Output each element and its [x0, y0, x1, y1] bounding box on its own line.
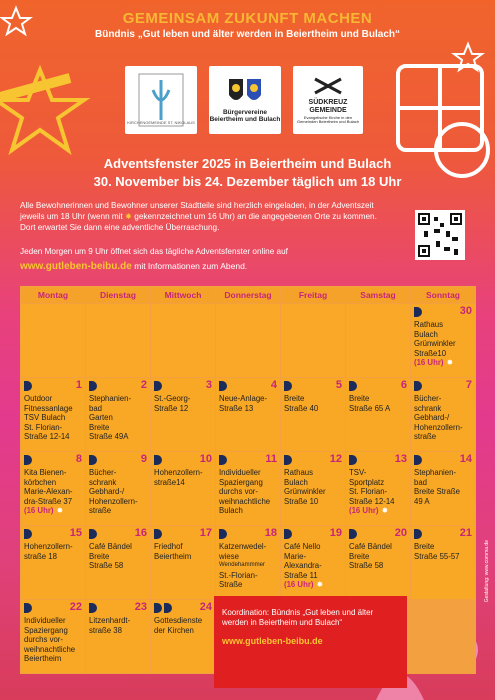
location-text: [349, 394, 407, 413]
moon-icon: [284, 529, 292, 539]
location-text: [284, 542, 342, 590]
moon-icon: [414, 307, 422, 317]
location-line: Beiertheim: [24, 654, 62, 663]
sun-icon: ✸: [125, 212, 132, 221]
moon-icon: [284, 455, 292, 465]
design-credit: Gestaltung: www.comma.de: [484, 540, 490, 603]
location-text: [154, 394, 212, 413]
day-number: 20: [394, 527, 407, 539]
page-title: GEMEINSAM ZUKUNFT MACHEN: [122, 10, 373, 27]
location-line: Stephanien-: [414, 468, 457, 477]
day-number: 2: [140, 379, 147, 391]
location-line: Café Bändel: [349, 542, 392, 551]
coordination-text: Koordination: Bündnis „Gut leben und älter werden in Beiertheim und Bulach“: [222, 608, 374, 627]
suedkreuz-logo: [293, 66, 363, 134]
calendar-empty-cell: [216, 304, 280, 377]
location-text: [24, 394, 82, 442]
time-note: [414, 358, 472, 368]
day-number: 3: [205, 379, 212, 391]
sun-icon: ✸: [381, 506, 389, 515]
calendar-day-19: [281, 526, 345, 599]
time-label: (16 Uhr): [414, 358, 444, 367]
location-line: Straße 65 A: [349, 403, 391, 413]
location-line: der Kirchen: [154, 625, 194, 635]
website-suffix: mit Informationen zum Abend.: [134, 261, 248, 271]
location-text: [219, 468, 277, 516]
calendar-empty-cell: [86, 304, 150, 377]
moon-icon: [219, 455, 227, 465]
location-line: Stephanien-: [89, 394, 132, 403]
location-text: [154, 616, 212, 635]
location-text: [89, 542, 147, 571]
location-line: Marie-: [284, 551, 307, 561]
moon-icon: [164, 603, 172, 613]
time-label: (16 Uhr): [284, 580, 314, 589]
location-line: Hohenzollern-: [24, 542, 73, 551]
location-text: [89, 394, 147, 442]
location-line: Straße 11: [284, 570, 318, 580]
location-line: Alexandra-: [284, 561, 322, 570]
qr-code-icon: [418, 213, 462, 257]
location-line: Kita Bienen-: [24, 468, 67, 477]
location-line: Rathaus: [284, 468, 314, 477]
day-number: 9: [140, 453, 147, 465]
location-line: St. Florian-: [24, 422, 63, 432]
location-text: [89, 468, 147, 516]
moon-icon: [89, 455, 97, 465]
moon-icon: [89, 381, 97, 391]
weekday-header: Donnerstag: [216, 287, 280, 303]
moon-icon: [414, 529, 422, 539]
location-line: Fitnessanlage: [24, 403, 73, 413]
calendar-day-14: [411, 452, 475, 525]
location-line: körbchen: [24, 477, 57, 487]
calendar-day-11: [216, 452, 280, 525]
church-logo-icon: [127, 70, 195, 130]
day-number: 16: [134, 527, 147, 539]
location-line: Straße 40: [284, 403, 319, 413]
location-text: [154, 542, 212, 561]
buergerverein-name: Bürgervereine Beiertheim und Bulach: [209, 108, 281, 123]
location-line: St.-Georg-: [154, 394, 191, 403]
day-number: 7: [465, 379, 472, 391]
location-line: Straße 55-57: [414, 551, 460, 561]
day-number: 12: [329, 453, 342, 465]
location-line: Gottesdienste: [154, 616, 203, 625]
header: [0, 10, 495, 40]
location-line: Friedhof: [154, 542, 183, 551]
suedkreuz-name: SÜDKREUZ GEMEINDE: [308, 99, 348, 114]
day-number: 6: [400, 379, 407, 391]
moon-icon: [24, 381, 32, 391]
location-line: Litzenhardt-: [89, 616, 131, 625]
location-line: Breite: [284, 394, 305, 403]
moon-icon: [349, 455, 357, 465]
location-line: Beiertheim: [154, 551, 192, 561]
calendar-day-5: [281, 378, 345, 451]
calendar-day-9: [86, 452, 150, 525]
location-line: durchs vor-: [219, 487, 258, 496]
calendar-day-20: [346, 526, 410, 599]
calendar-day-3: [151, 378, 215, 451]
location-line: Grünwinkler: [284, 487, 326, 496]
calendar-day-2: [86, 378, 150, 451]
day-number: 10: [199, 453, 212, 465]
moon-icon: [154, 529, 162, 539]
online-text: Jeden Morgen um 9 Uhr öffnet sich das tägliche Adventsfenster online auf: [20, 247, 288, 256]
location-line: Grünwinkler: [414, 339, 456, 348]
location-line: TSV-: [349, 468, 367, 477]
calendar-day-24: [151, 600, 215, 673]
calendar-empty-cell: [21, 304, 85, 377]
location-line: Bulach: [414, 329, 438, 339]
coat-of-arms-icon: [225, 77, 265, 107]
day-number: 13: [394, 453, 407, 465]
calendar-day-4: [216, 378, 280, 451]
location-line: Straße 12-14: [349, 496, 395, 506]
moon-icon: [219, 381, 227, 391]
intro-part2: gekennzeichnet um 16 Uhr) an die angegebenen Orte zu kommen. Dort erwartet Sie dann eine adventliche Überraschung.: [20, 212, 377, 232]
calendar-day-16: [86, 526, 150, 599]
location-line: Outdoor: [24, 394, 53, 403]
location-text: [154, 468, 212, 487]
day-number: 15: [69, 527, 82, 539]
location-line: Hohenzollern-: [414, 422, 463, 432]
event-title: [0, 155, 495, 191]
location-line: Breite Straße: [414, 487, 460, 496]
calendar-day-18: [216, 526, 280, 599]
website-link[interactable]: www.gutleben-beibu.de: [20, 261, 132, 272]
weekday-header: Freitag: [281, 287, 345, 303]
location-line: Breite: [349, 551, 370, 561]
location-line: straße14: [154, 477, 185, 487]
location-line: Straße 58: [349, 561, 384, 570]
moon-icon: [414, 381, 422, 391]
calendar-day-23: [86, 600, 150, 673]
location-text: [219, 542, 277, 590]
location-line: Straße10: [414, 348, 447, 358]
day-number: 17: [199, 527, 212, 539]
moon-icon: [24, 603, 32, 613]
location-line: Marie-Alexan-: [24, 487, 73, 496]
location-line: dra-Straße 37: [24, 496, 73, 506]
location-line: 49 A: [414, 496, 430, 506]
location-line: Straße 12: [154, 403, 189, 413]
location-line: Gebhard-/: [89, 487, 125, 496]
time-note: [349, 506, 407, 516]
location-line: Garten: [89, 413, 113, 422]
location-line: weihnachtliche: [219, 496, 271, 506]
location-line: Individueller: [219, 468, 261, 477]
location-line: Straße 58: [89, 561, 124, 570]
day-number: 21: [459, 527, 472, 539]
calendar-day-6: [346, 378, 410, 451]
location-line: TSV Bulach: [24, 413, 66, 422]
location-line: Bücher-: [414, 394, 442, 403]
location-line: Straße 49A: [89, 432, 129, 441]
partner-logos: [125, 66, 363, 134]
moon-icon: [284, 381, 292, 391]
location-line: straße: [89, 506, 112, 515]
moon-icon: [414, 455, 422, 465]
location-text: [284, 394, 342, 413]
weekday-header: Sonntag: [411, 287, 475, 303]
location-line: straße 38: [89, 625, 122, 635]
day-number: 23: [134, 601, 147, 613]
suedkreuz-subline: Evangelische Kirche in den Gemeinden Beiertheim und Bulach: [296, 114, 360, 125]
location-line: Straße: [219, 580, 243, 589]
website-line: [20, 261, 247, 272]
moon-icon: [219, 529, 227, 539]
day-number: 22: [69, 601, 82, 613]
day-number: 8: [75, 453, 82, 465]
location-text: [414, 542, 472, 561]
intro-text: [20, 200, 390, 233]
weekday-header: Mittwoch: [151, 287, 215, 303]
location-line: straße: [414, 432, 437, 441]
sun-icon: ✸: [446, 358, 454, 367]
moon-icon: [154, 603, 162, 613]
cross-icon: [311, 75, 345, 97]
moon-icon: [89, 603, 97, 613]
location-line: bad: [89, 403, 103, 413]
location-text: [349, 542, 407, 571]
calendar-day-30: [411, 304, 475, 377]
location-line: Sportplatz: [349, 477, 385, 487]
location-line: Spaziergang: [219, 477, 263, 487]
location-line: durchs vor-: [24, 635, 63, 644]
location-text: [284, 468, 342, 506]
sun-icon: ✸: [56, 506, 64, 515]
location-line: St. Florian-: [349, 487, 388, 496]
location-note: Wendehammmer: [219, 562, 265, 568]
time-label: (16 Uhr): [24, 506, 54, 515]
calendar-empty-cell: [151, 304, 215, 377]
location-text: [414, 320, 472, 368]
location-line: Individueller: [24, 616, 66, 625]
location-line: Café Nello: [284, 542, 321, 551]
moon-icon: [349, 381, 357, 391]
event-title-line2: 30. November bis 24. Dezember täglich um 18 Uhr: [93, 174, 402, 189]
location-line: Bulach: [284, 477, 308, 487]
location-line: schrank: [89, 477, 117, 487]
day-number: 19: [329, 527, 342, 539]
moon-icon: [154, 455, 162, 465]
calendar-day-7: [411, 378, 475, 451]
location-line: Straße 10: [284, 496, 319, 506]
calendar-empty-cell: [281, 304, 345, 377]
church-logo: [125, 66, 197, 134]
location-line: schrank: [414, 403, 442, 413]
location-line: Hohenzollern-: [154, 468, 203, 477]
calendar-empty-cell: [411, 600, 475, 673]
event-title-line1: Adventsfenster 2025 in Beiertheim und Bulach: [103, 156, 392, 171]
day-number: 30: [459, 305, 472, 317]
location-line: St.-Florian-: [219, 570, 258, 580]
location-text: [219, 394, 277, 413]
weekday-header: Samstag: [346, 287, 410, 303]
location-line: Café Bändel: [89, 542, 132, 551]
location-line: Katzenwedel-: [219, 542, 267, 551]
location-text: [24, 542, 82, 561]
location-line: Neue-Anlage-: [219, 394, 268, 403]
location-line: bad: [414, 477, 428, 487]
location-text: [24, 616, 82, 664]
location-line: Bücher-: [89, 468, 117, 477]
buergerverein-logo: [209, 66, 281, 134]
moon-icon: [349, 529, 357, 539]
weekday-header: Montag: [21, 287, 85, 303]
day-number: 24: [199, 601, 212, 613]
day-number: 1: [75, 379, 82, 391]
calendar-day-8: [21, 452, 85, 525]
coordination-box: [214, 596, 407, 688]
location-line: Bulach: [219, 506, 243, 515]
location-line: Breite: [89, 551, 110, 561]
location-line: Breite: [89, 422, 110, 432]
calendar-day-15: [21, 526, 85, 599]
moon-icon: [24, 529, 32, 539]
calendar-day-13: [346, 452, 410, 525]
location-line: Gebhard-/: [414, 413, 450, 422]
moon-icon: [24, 455, 32, 465]
location-text: [414, 394, 472, 442]
calendar-day-21: [411, 526, 475, 599]
day-number: 18: [264, 527, 277, 539]
location-line: Hohenzollern-: [89, 496, 138, 506]
day-number: 5: [335, 379, 342, 391]
intro-part1: Alle Bewohnerinnen und Bewohner unserer Stadtteile sind herzlich eingeladen, in der Adventszeit jeweils um 18 Uhr (wenn mit: [20, 201, 374, 221]
calendar-day-22: [21, 600, 85, 673]
location-text: [414, 468, 472, 506]
location-line: Rathaus: [414, 320, 444, 329]
time-note: [284, 580, 342, 590]
location-line: Straße 13: [219, 403, 254, 413]
location-line: straße 18: [24, 551, 57, 561]
sun-icon: ✸: [316, 580, 324, 589]
page-subtitle: Bündnis „Gut leben und älter werden in Beiertheim und Bulach“: [94, 29, 401, 40]
coordination-website[interactable]: www.gutleben-beibu.de: [222, 636, 323, 646]
location-line: Straße 12-14: [24, 432, 70, 441]
location-line: Spaziergang: [24, 625, 68, 635]
calendar-day-12: [281, 452, 345, 525]
calendar-empty-cell: [346, 304, 410, 377]
calendar-day-17: [151, 526, 215, 599]
qr-code[interactable]: [415, 210, 465, 260]
location-line: wiese: [219, 551, 239, 561]
moon-icon: [154, 381, 162, 391]
location-text: [349, 468, 407, 516]
calendar-day-1: [21, 378, 85, 451]
calendar-day-10: [151, 452, 215, 525]
day-number: 11: [265, 453, 277, 465]
svg-text:KIRCHENGEMEINDE ST. NIKOLAUS: KIRCHENGEMEINDE ST. NIKOLAUS: [127, 120, 195, 125]
location-line: Breite: [349, 394, 370, 403]
weekday-header: Dienstag: [86, 287, 150, 303]
time-note: [24, 506, 82, 516]
moon-icon: [89, 529, 97, 539]
time-label: (16 Uhr): [349, 506, 379, 515]
location-line: Breite: [414, 542, 435, 551]
day-number: 14: [459, 453, 472, 465]
location-text: [24, 468, 82, 516]
location-line: weihnachtliche: [24, 644, 76, 654]
location-text: [89, 616, 147, 635]
day-number: 4: [270, 379, 277, 391]
